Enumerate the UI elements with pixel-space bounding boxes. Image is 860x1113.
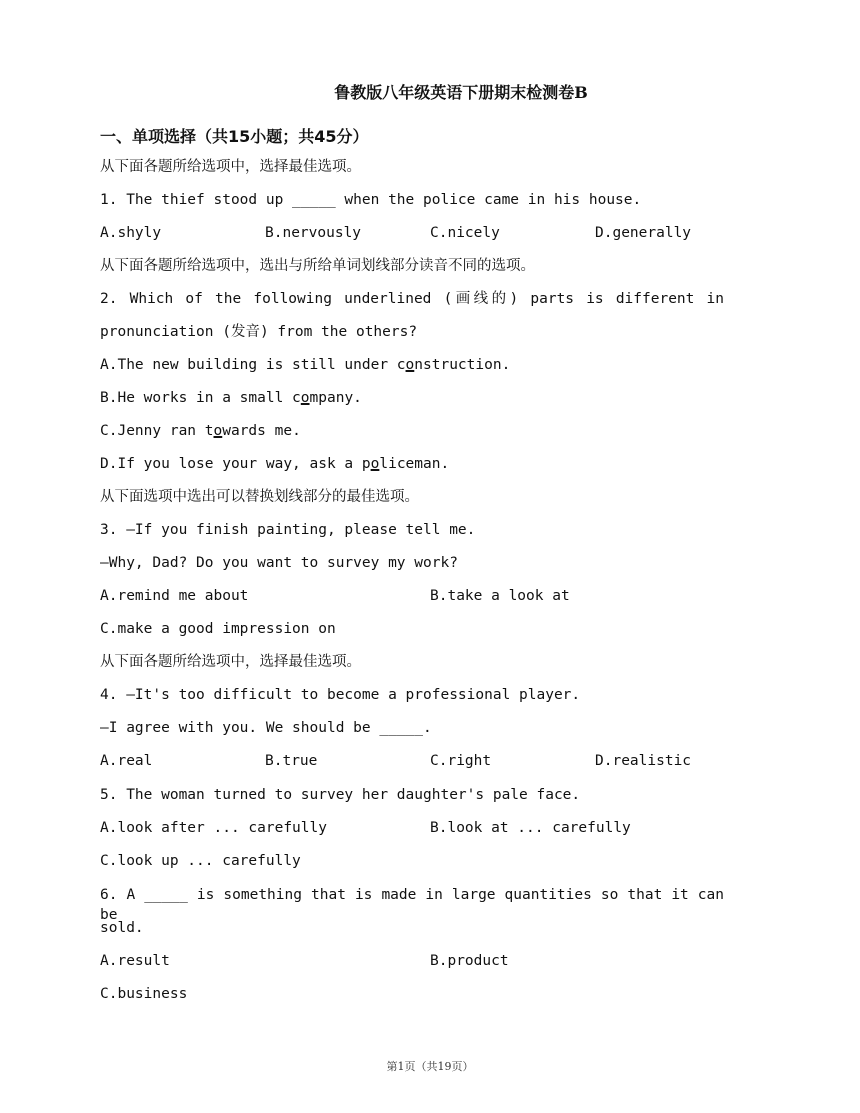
instruction-2: 从下面各题所给选项中，选出与所给单词划线部分读音不同的选项。 bbox=[100, 258, 535, 274]
q6-option-a: A.result bbox=[100, 953, 170, 969]
q6-stem-line2: sold. bbox=[100, 920, 144, 936]
q4-option-d: D.realistic bbox=[595, 753, 692, 769]
q2-stem-line2: pronunciation (发音) from the others? bbox=[100, 324, 418, 340]
q4-option-c: C.right bbox=[430, 753, 492, 769]
q3-line1: 3. —If you finish painting, please tell me. bbox=[100, 522, 476, 538]
q1-stem: 1. The thief stood up _____ when the police came in his house. bbox=[100, 192, 642, 208]
instruction-4: 从下面各题所给选项中，选择最佳选项。 bbox=[100, 654, 361, 670]
q2-stem-line1: 2. Which of the following underlined (画线的) parts is different in bbox=[100, 291, 724, 307]
q4-line2: —I agree with you. We should be _____. bbox=[100, 720, 432, 736]
q2-option-d: D.If you lose your way, ask a policeman. bbox=[100, 456, 450, 472]
q4-option-b: B.true bbox=[265, 753, 318, 769]
q1-option-d: D.generally bbox=[595, 225, 692, 241]
instruction-3: 从下面选项中选出可以替换划线部分的最佳选项。 bbox=[100, 489, 419, 505]
q2-option-a: A.The new building is still under construction. bbox=[100, 357, 511, 373]
q4-option-a: A.real bbox=[100, 753, 153, 769]
q3-option-a: A.remind me about bbox=[100, 588, 249, 604]
section-heading: 一、单项选择（共15小题；共45分） bbox=[100, 127, 369, 146]
q5-option-c: C.look up ... carefully bbox=[100, 853, 301, 869]
q2-option-b: B.He works in a small company. bbox=[100, 390, 362, 406]
q1-option-c: C.nicely bbox=[430, 225, 500, 241]
q2-option-c: C.Jenny ran towards me. bbox=[100, 423, 301, 439]
q6-option-b: B.product bbox=[430, 953, 509, 969]
page-footer: 第1页（共19页） bbox=[386, 1060, 474, 1073]
instruction-1: 从下面各题所给选项中，选择最佳选项。 bbox=[100, 159, 361, 175]
page-title: 鲁教版八年级英语下册期末检测卷B bbox=[334, 83, 588, 102]
q3-line2: —Why, Dad? Do you want to survey my work? bbox=[100, 555, 458, 571]
q5-stem: 5. The woman turned to survey her daughter's pale face. bbox=[100, 787, 581, 803]
q3-option-c: C.make a good impression on bbox=[100, 621, 336, 637]
q1-option-a: A.shyly bbox=[100, 225, 162, 241]
q5-option-a: A.look after ... carefully bbox=[100, 820, 327, 836]
q6-stem-line1: 6. A _____ is something that is made in large quantities so that it can be bbox=[100, 887, 724, 923]
q1-option-b: B.nervously bbox=[265, 225, 362, 241]
q3-option-b: B.take a look at bbox=[430, 588, 570, 604]
q6-option-c: C.business bbox=[100, 986, 188, 1002]
q5-option-b: B.look at ... carefully bbox=[430, 820, 631, 836]
q4-line1: 4. —It's too difficult to become a professional player. bbox=[100, 687, 581, 703]
